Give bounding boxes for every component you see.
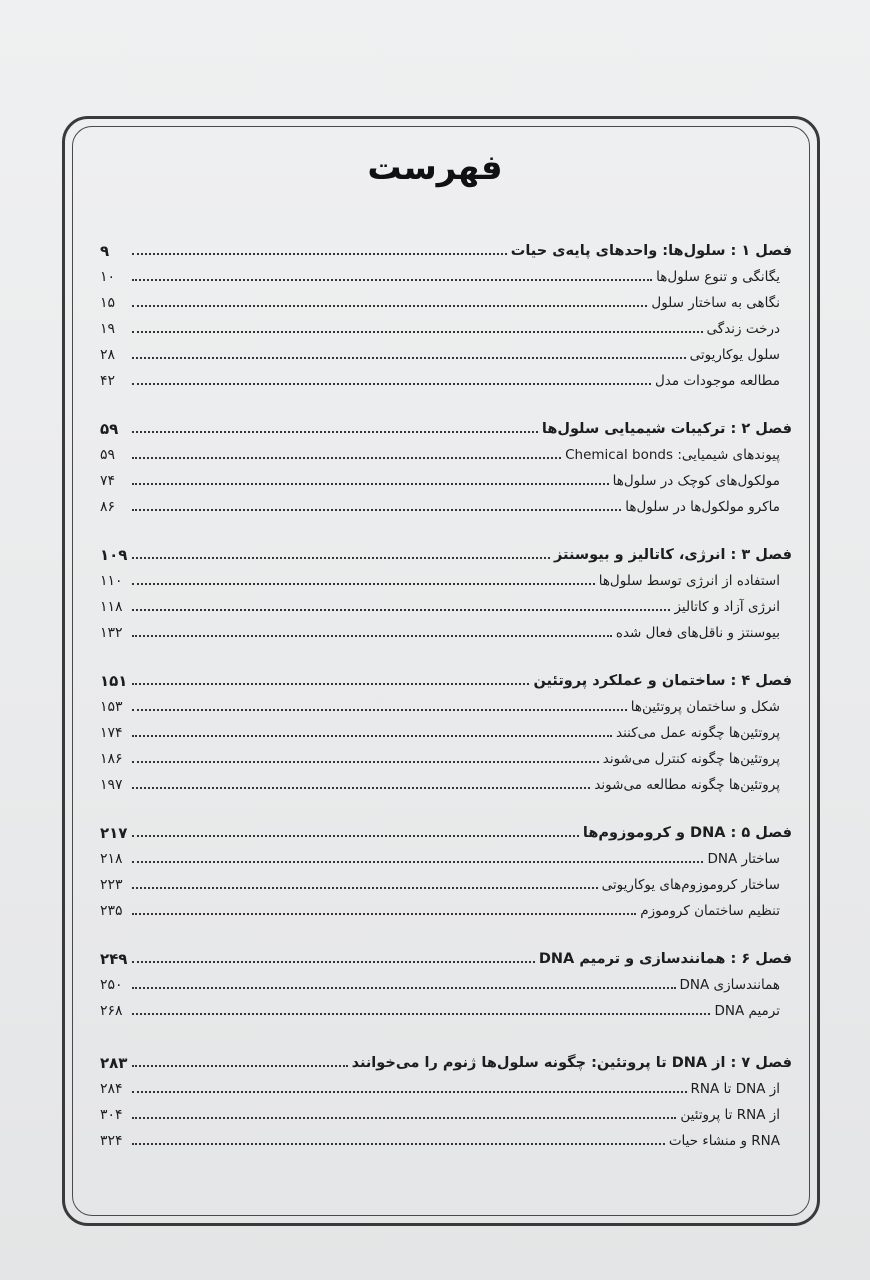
toc-entry[interactable]	[100, 868, 792, 894]
entry-title: از DNA تا RNA	[690, 1081, 780, 1097]
dot-leader	[132, 709, 627, 711]
chapter-title: فصل ۱ : سلول‌ها: واحدهای پایه‌ی حیات	[510, 243, 792, 259]
toc-entry[interactable]	[100, 616, 792, 642]
entry-title: سلول یوکاریوتی	[689, 347, 780, 363]
dot-leader	[132, 1013, 710, 1015]
entry-page-number: ۱۷۴	[100, 725, 123, 741]
entry-page-number: ۴۲	[100, 373, 116, 389]
toc-entry[interactable]	[100, 894, 792, 920]
toc-entry[interactable]	[100, 968, 792, 994]
dot-leader	[132, 279, 652, 281]
dot-leader	[132, 683, 529, 685]
toc-entry[interactable]	[100, 1124, 792, 1150]
chapter-6	[100, 942, 792, 1020]
entry-title: انرژی آزاد و کاتالیز	[674, 599, 780, 615]
chapter-heading[interactable]	[100, 816, 792, 842]
dot-leader	[132, 357, 686, 359]
entry-page-number: ۲۱۸	[100, 851, 123, 867]
toc-entry[interactable]	[100, 742, 792, 768]
entry-page-number: ۲۲۳	[100, 877, 123, 893]
chapter-3	[100, 538, 792, 642]
entry-title: مطالعه موجودات مدل	[655, 373, 780, 389]
entry-page-number: ۱۳۲	[100, 625, 123, 641]
dot-leader	[132, 835, 579, 837]
dot-leader	[132, 735, 612, 737]
entry-page-number: ۱۸۶	[100, 751, 123, 767]
dot-leader	[132, 609, 670, 611]
toc-entry[interactable]	[100, 842, 792, 868]
entry-page-number: ۳۰۴	[100, 1107, 123, 1123]
chapter-title: فصل ۷ : از DNA تا پروتئین: چگونه سلول‌ها ژنوم را می‌خوانند	[351, 1055, 792, 1071]
entry-title: RNA و منشاء حیات	[668, 1133, 780, 1149]
entry-page-number: ۱۰	[100, 269, 116, 285]
chapter-2	[100, 412, 792, 516]
toc-entry[interactable]	[100, 590, 792, 616]
dot-leader	[132, 761, 599, 763]
toc-entry[interactable]	[100, 438, 792, 464]
chapter-page-number: ۲۸۳	[100, 1054, 128, 1072]
toc-entry[interactable]	[100, 260, 792, 286]
entry-title: پروتئین‌ها چگونه مطالعه می‌شوند	[594, 777, 780, 793]
entry-page-number: ۳۲۴	[100, 1133, 123, 1149]
dot-leader	[132, 861, 703, 863]
entry-page-number: ۱۹	[100, 321, 116, 337]
dot-leader	[132, 887, 598, 889]
dot-leader	[132, 509, 621, 511]
entry-title: از RNA تا پروتئین	[680, 1107, 780, 1123]
toc-entry[interactable]	[100, 364, 792, 390]
entry-title: ترمیم DNA	[714, 1003, 780, 1019]
toc-entry[interactable]	[100, 1098, 792, 1124]
entry-page-number: ۵۹	[100, 447, 116, 463]
chapter-title: فصل ۲ : ترکیبات شیمیایی سلول‌ها	[541, 421, 792, 437]
chapter-heading[interactable]	[100, 664, 792, 690]
chapter-page-number: ۲۴۹	[100, 950, 128, 968]
toc-entry[interactable]	[100, 286, 792, 312]
chapter-page-number: ۱۵۱	[100, 672, 128, 690]
dot-leader	[132, 987, 676, 989]
dot-leader	[132, 1143, 665, 1145]
toc-entry[interactable]	[100, 312, 792, 338]
entry-page-number: ۲۳۵	[100, 903, 123, 919]
entry-page-number: ۷۴	[100, 473, 116, 489]
dot-leader	[132, 913, 636, 915]
entry-title: ساختار کروموزوم‌های یوکاریوتی	[601, 877, 780, 893]
entry-title: تنظیم ساختمان کروموزم	[640, 903, 780, 919]
page-title: فهرست	[367, 148, 503, 188]
chapter-1	[100, 234, 792, 390]
dot-leader	[132, 457, 561, 459]
chapter-title: فصل ۶ : همانندسازی و ترمیم DNA	[538, 951, 792, 967]
toc-entry[interactable]	[100, 690, 792, 716]
toc-entry[interactable]	[100, 1072, 792, 1098]
entry-page-number: ۱۱۰	[100, 573, 123, 589]
dot-leader	[132, 383, 651, 385]
dot-leader	[132, 483, 609, 485]
chapter-page-number: ۱۰۹	[100, 546, 128, 564]
chapter-heading[interactable]	[100, 234, 792, 260]
chapter-page-number: ۵۹	[100, 420, 119, 438]
dot-leader	[132, 1065, 348, 1067]
dot-leader	[132, 1117, 676, 1119]
entry-title: ساختار DNA	[707, 851, 780, 867]
entry-page-number: ۲۶۸	[100, 1003, 123, 1019]
entry-title: نگاهی به ساختار سلول	[651, 295, 780, 311]
entry-page-number: ۲۸۴	[100, 1081, 123, 1097]
entry-page-number: ۱۹۷	[100, 777, 123, 793]
entry-page-number: ۸۶	[100, 499, 116, 515]
entry-title: پیوندهای شیمیایی: Chemical bonds	[565, 447, 780, 463]
dot-leader	[132, 635, 612, 637]
entry-title: همانندسازی DNA	[679, 977, 780, 993]
dot-leader	[132, 305, 647, 307]
toc-entry[interactable]	[100, 994, 792, 1020]
chapter-page-number: ۲۱۷	[100, 824, 128, 842]
entry-page-number: ۲۵۰	[100, 977, 123, 993]
dot-leader	[132, 1091, 687, 1093]
entry-title: پروتئین‌ها چگونه عمل می‌کنند	[615, 725, 780, 741]
entry-title: مولکول‌های کوچک در سلول‌ها	[612, 473, 780, 489]
entry-title: شکل و ساختمان پروتئین‌ها	[630, 699, 780, 715]
entry-page-number: ۱۵۳	[100, 699, 123, 715]
toc-entry[interactable]	[100, 564, 792, 590]
entry-title: درخت زندگی	[706, 321, 780, 337]
chapter-title: فصل ۴ : ساختمان و عملکرد پروتئین	[533, 673, 792, 689]
entry-page-number: ۱۵	[100, 295, 116, 311]
table-of-contents	[100, 234, 792, 1172]
entry-page-number: ۲۸	[100, 347, 116, 363]
chapter-heading[interactable]	[100, 1046, 792, 1072]
chapter-heading[interactable]	[100, 412, 792, 438]
dot-leader	[132, 431, 538, 433]
entry-title: ماکرو مولکول‌ها در سلول‌ها	[625, 499, 780, 515]
chapter-5	[100, 816, 792, 920]
chapter-page-number: ۹	[100, 242, 110, 260]
dot-leader	[132, 961, 535, 963]
entry-page-number: ۱۱۸	[100, 599, 123, 615]
dot-leader	[132, 253, 507, 255]
chapter-heading[interactable]	[100, 942, 792, 968]
chapter-title: فصل ۵ : DNA و کروموزوم‌ها	[582, 825, 792, 841]
dot-leader	[132, 557, 550, 559]
toc-entry[interactable]	[100, 716, 792, 742]
dot-leader	[132, 787, 590, 789]
chapter-7	[100, 1046, 792, 1150]
dot-leader	[132, 331, 703, 333]
toc-entry[interactable]	[100, 490, 792, 516]
toc-entry[interactable]	[100, 464, 792, 490]
entry-title: یگانگی و تنوع سلول‌ها	[656, 269, 780, 285]
entry-title: استفاده از انرژی توسط سلول‌ها	[598, 573, 780, 589]
entry-title: بیوسنتز و ناقل‌های فعال شده	[615, 625, 780, 641]
chapter-4	[100, 664, 792, 794]
dot-leader	[132, 583, 595, 585]
toc-entry[interactable]	[100, 338, 792, 364]
chapter-title: فصل ۳ : انرژی، کاتالیز و بیوسنتز	[554, 547, 792, 563]
chapter-heading[interactable]	[100, 538, 792, 564]
entry-title: پروتئین‌ها چگونه کنترل می‌شوند	[602, 751, 780, 767]
toc-entry[interactable]	[100, 768, 792, 794]
